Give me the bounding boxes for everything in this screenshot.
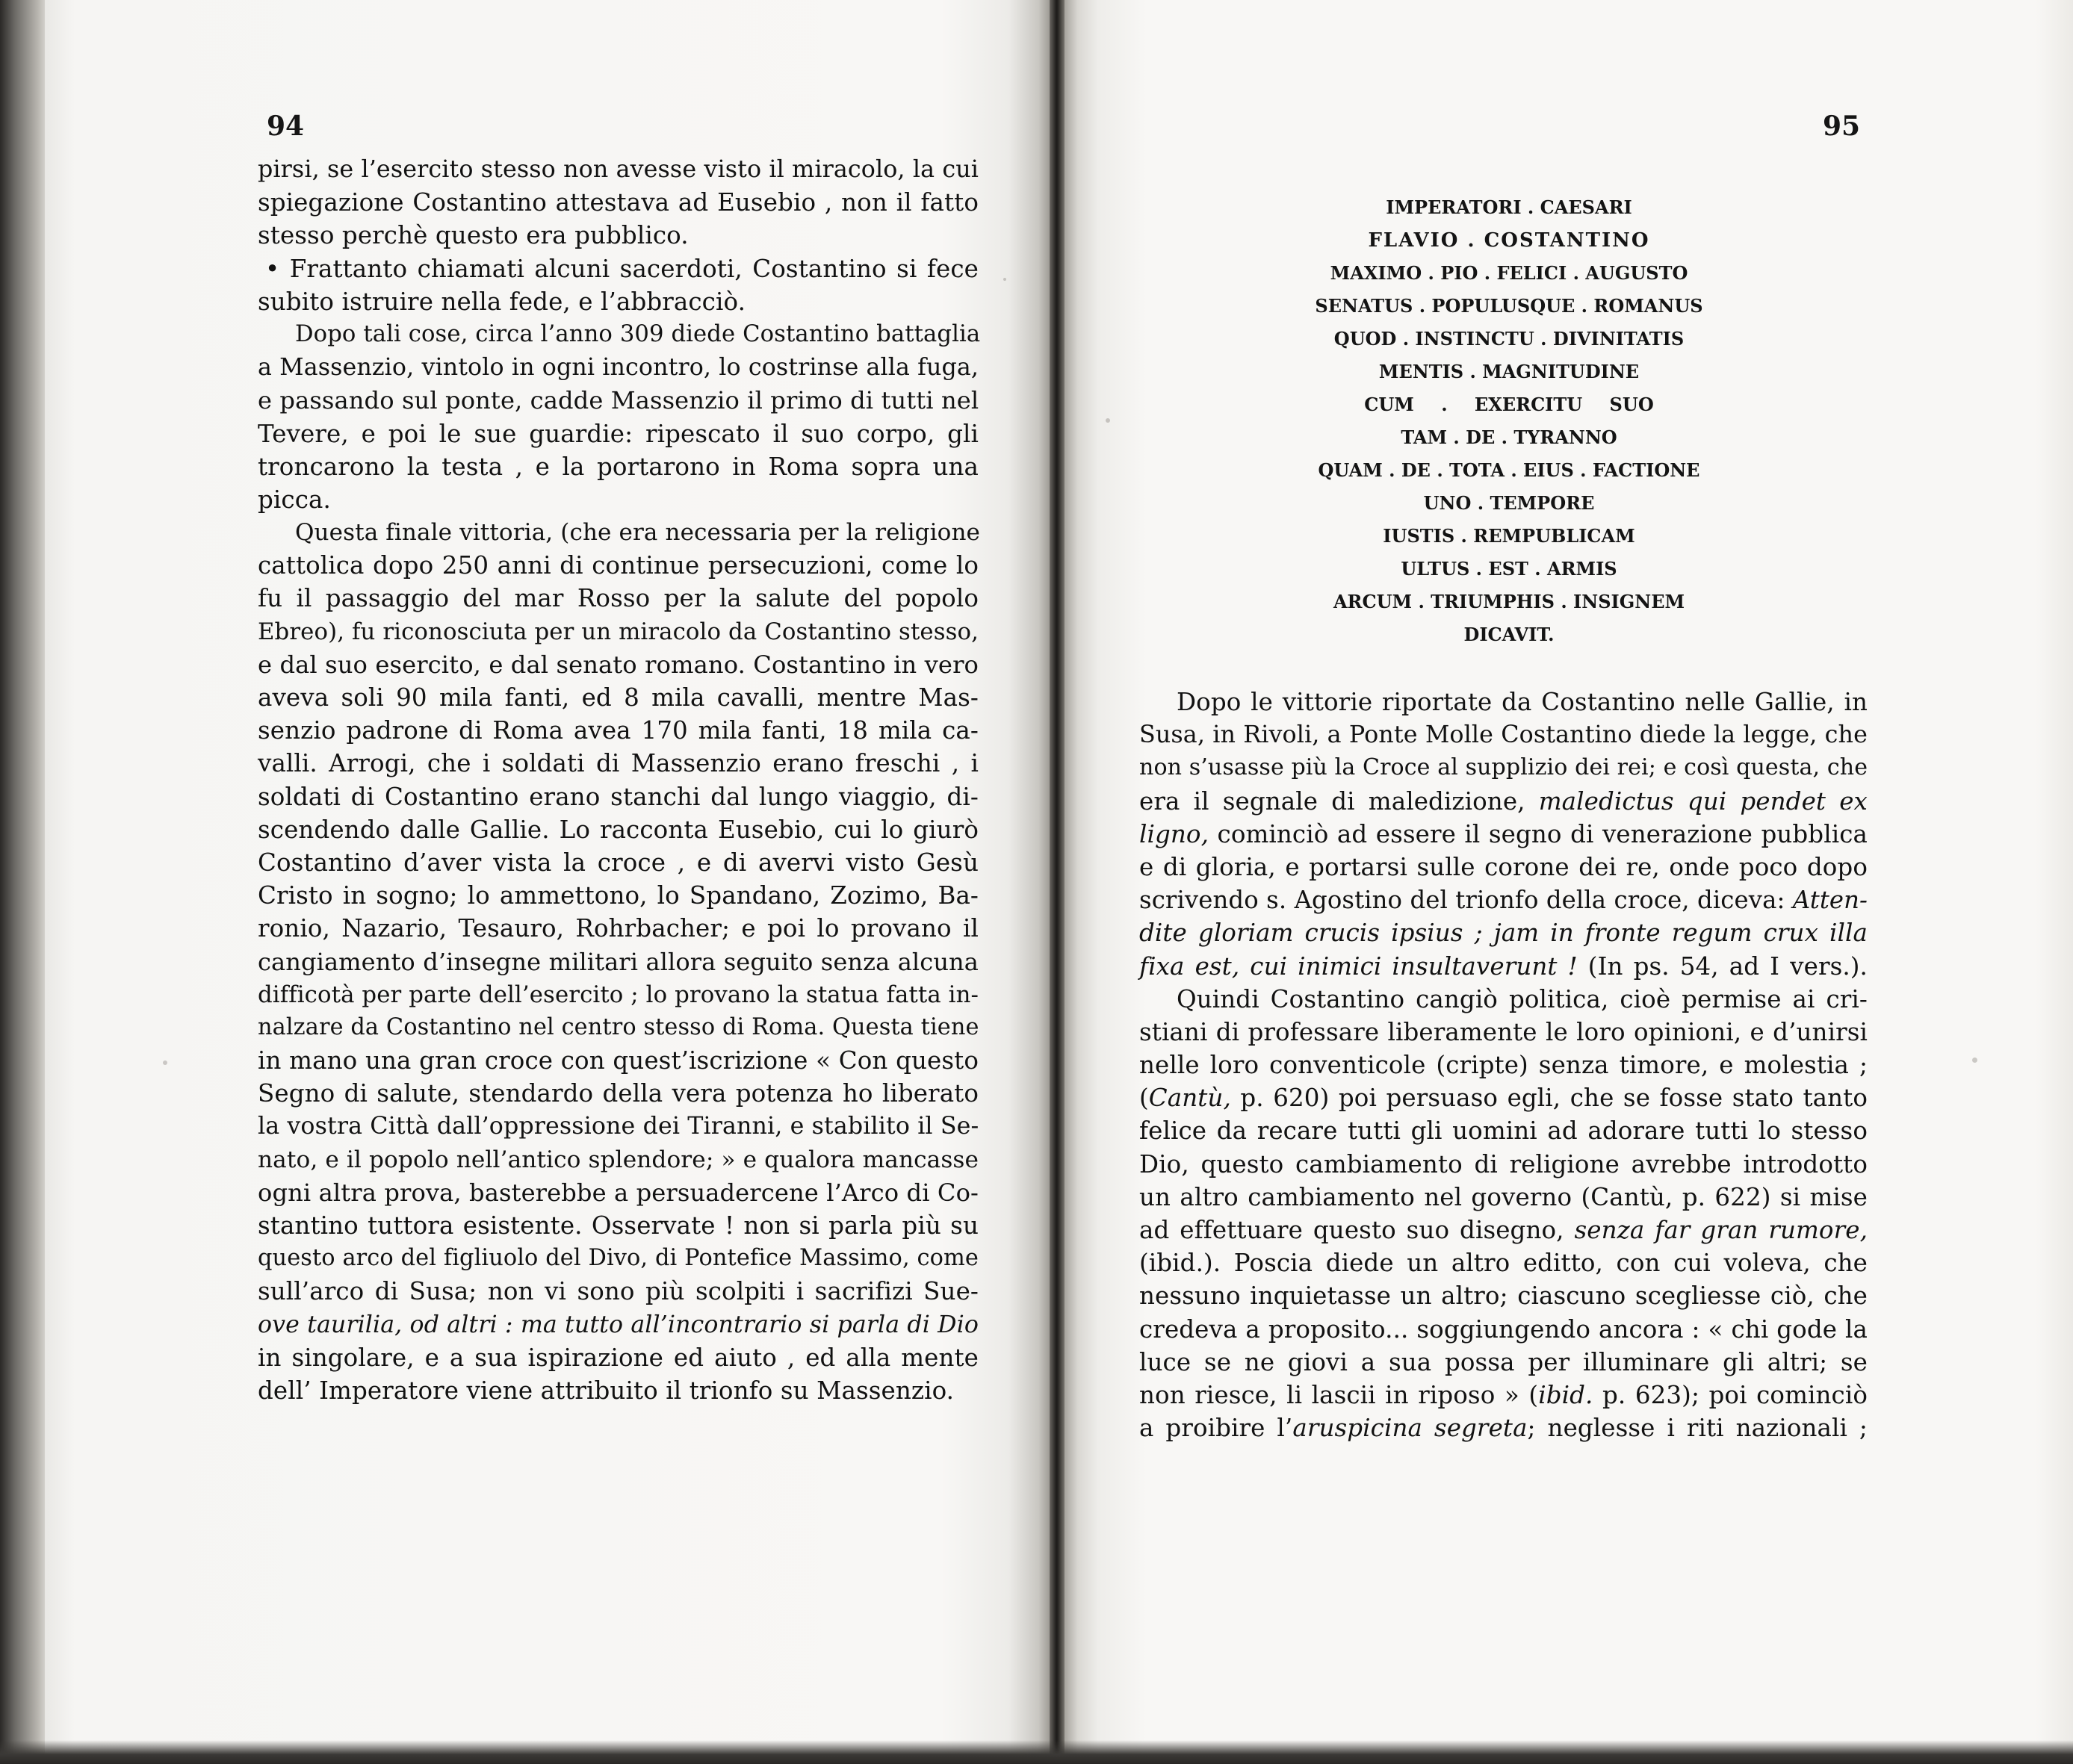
- text-run: p. 623); poi cominciò: [1602, 1380, 1868, 1409]
- inscription-line: QUOD . INSTINCTU . DIVINITATIS: [1333, 328, 1685, 350]
- text-line: [1139, 1379, 1868, 1411]
- page-number-left: 94: [267, 111, 305, 142]
- text-line: spiegazione Costantino attestava ad Eusebio , non il fatto: [258, 188, 979, 217]
- text-line: fu il passaggio del mar Rosso per la salute del popolo: [258, 584, 979, 613]
- text-line: Cristo in sogno; lo ammettono, lo Spandano, Zozimo, Ba-: [258, 881, 979, 910]
- text-line: (ibid.). Poscia diede un altro editto, con cui voleva, che: [1139, 1249, 1868, 1278]
- text-line: e passando sul ponte, cadde Massenzio il primo di tutti nel: [258, 386, 979, 415]
- inscription-line: UNO . TEMPORE: [1423, 492, 1595, 514]
- text-line: non s’usasse più la Croce al supplizio dei rei; e così questa, che: [1139, 754, 1868, 781]
- text-line: senzio padrone di Roma avea 170 mila fanti, 18 mila ca-: [258, 716, 979, 745]
- text-line: [1139, 950, 1868, 983]
- text-line: Dopo le vittorie riportate da Costantino nelle Gallie, in: [1177, 688, 1868, 716]
- citation: Cantù,: [1148, 1084, 1231, 1113]
- text-line: a Massenzio, vintolo in ogni incontro, lo costrinse alla fuga,: [258, 354, 979, 382]
- text-run: ad effettuare questo suo disegno,: [1139, 1216, 1564, 1244]
- text-line: stesso perchè questo era pubblico.: [258, 221, 689, 250]
- book-gutter: [1050, 0, 1065, 1764]
- inscription-line: CUM . EXERCITU SUO: [1364, 394, 1654, 415]
- text-line: ogni altra prova, basterebbe a persuadercene l’Arco di Co-: [258, 1178, 979, 1207]
- inscription-line: ARCUM . TRIUMPHIS . INSIGNEM: [1333, 591, 1685, 612]
- text-line: questo arco del figliuolo del Divo, di Pontefice Massimo, come: [258, 1245, 979, 1272]
- inscription-line: IUSTIS . REMPUBLICAM: [1383, 525, 1635, 547]
- text-line: sull’arco di Susa; non vi sono più scolpiti i sacrifizi Sue-: [258, 1277, 979, 1306]
- text-line: ove taurilia, od altri : ma tutto all’incontrario si parla di Dio: [258, 1311, 979, 1338]
- text-run: era il segnale di maledizione,: [1139, 786, 1525, 816]
- left-page-body: [258, 153, 979, 1407]
- text-run: (: [1139, 1084, 1149, 1113]
- text-run: (In ps. 54, ad I vers.).: [1587, 951, 1868, 981]
- text-line: pirsi, se l’esercito stesso non avesse visto il miracolo, la cui: [258, 156, 979, 183]
- inscription-line: QUAM . DE . TOTA . EIUS . FACTIONE: [1318, 459, 1700, 481]
- text-line: stantino tuttora esistente. Osservate ! non si parla più su: [258, 1211, 979, 1240]
- text-line: e di gloria, e portarsi sulle corone dei re, onde poco dopo: [1139, 852, 1868, 881]
- inscription-line: ULTUS . EST . ARMIS: [1401, 558, 1617, 580]
- text-line: nessuno inquietasse un altro; ciascuno scegliesse ciò, che: [1139, 1282, 1868, 1311]
- text-line: [1139, 1081, 1868, 1114]
- text-line: luce se ne giovi a sua possa per illuminare gli altri; se: [1139, 1347, 1868, 1376]
- text-line: cattolica dopo 250 anni di continue persecuzioni, come lo: [258, 551, 979, 580]
- text-line: dell’ Imperatore viene attribuito il trionfo su Massenzio.: [258, 1376, 955, 1405]
- text-line: nato, e il popolo nell’antico splendore; » e qualora mancasse: [258, 1146, 979, 1173]
- text-line: [1139, 785, 1868, 818]
- inscription-line: TAM . DE . TYRANNO: [1401, 426, 1617, 448]
- text-line: cangiamento d’insegne militari allora seguito senza alcuna: [258, 947, 979, 976]
- arch-inscription: [1225, 191, 1793, 651]
- text-line: Tevere, e poi le sue guardie: ripescato il suo corpo, gli: [258, 419, 979, 448]
- italic-phrase: aruspicina segreta: [1292, 1414, 1528, 1443]
- text-line: scendendo dalle Gallie. Lo racconta Eusebio, cui lo giurò: [258, 815, 979, 844]
- text-line: e dal suo esercito, e dal senato romano. Costantino in vero: [258, 650, 979, 679]
- text-run: non riesce, li lascii in riposo » (: [1139, 1380, 1539, 1409]
- right-page-body: [1139, 686, 1868, 1444]
- latin-quote: fixa est, cui inimici insultaverunt !: [1139, 951, 1578, 981]
- text-run: p. 620) poi persuaso egli, che se fosse stato tanto: [1240, 1084, 1868, 1113]
- page-bottom-edge: [0, 1740, 2073, 1764]
- text-line: Dopo tali cose, circa l’anno 309 diede Costantino battaglia: [295, 320, 981, 347]
- text-run: a proibire l’: [1139, 1414, 1293, 1443]
- text-line: felice da recare tutti gli uomini ad adorare tutti lo stesso: [1139, 1117, 1868, 1146]
- paper-spot: [1106, 418, 1110, 423]
- text-line: stiani di professare liberamente le loro opinioni, e d’unirsi: [1139, 1017, 1868, 1046]
- latin-quote: ligno,: [1139, 819, 1209, 848]
- inscription-line: IMPERATORI . CAESARI: [1386, 196, 1632, 218]
- text-line: valli. Arrogi, che i soldati di Massenzio erano freschi , i: [258, 749, 979, 778]
- text-line: [1139, 916, 1868, 949]
- text-line: [1139, 818, 1868, 851]
- text-line: in singolare, e a sua ispirazione ed aiuto , ed alla mente: [258, 1343, 979, 1372]
- text-line: Questa finale vittoria, (che era necessaria per la religione: [295, 519, 981, 547]
- text-line: Costantino d’aver vista la croce , e di avervi visto Gesù: [258, 848, 979, 877]
- text-line: [1139, 1411, 1868, 1444]
- inscription-line: FLAVIO . COSTANTINO: [1368, 229, 1650, 252]
- text-line: Segno di salute, stendardo della vera potenza ho liberato: [258, 1079, 979, 1108]
- text-line: Dio, questo cambiamento di religione avrebbe introdotto: [1139, 1149, 1868, 1178]
- latin-quote: dite gloriam crucis ipsius ; jam in fronte regum crux illa: [1139, 919, 1868, 948]
- text-line: troncarono la testa , e la portarono in Roma sopra una: [258, 452, 979, 481]
- text-line: aveva soli 90 mila fanti, ed 8 mila cavalli, mentre Mas-: [258, 683, 979, 712]
- text-line: la vostra Città dall’oppressione dei Tiranni, e stabilito il Se-: [258, 1113, 979, 1140]
- inscription-line: MENTIS . MAGNITUDINE: [1378, 361, 1640, 382]
- latin-quote: Atten-: [1792, 886, 1868, 915]
- text-line: subito istruire nella fede, e l’abbracciò.: [258, 287, 746, 316]
- italic-phrase: senza far gran rumore,: [1574, 1216, 1868, 1244]
- text-line: [1139, 883, 1868, 916]
- text-run: ; neglesse i riti nazionali ;: [1527, 1414, 1868, 1443]
- text-line: [1139, 1214, 1868, 1246]
- text-line: • Frattanto chiamati alcuni sacerdoti, Costantino si fece: [265, 254, 979, 283]
- text-line: Ebreo), fu riconosciuta per un miracolo da Costantino stesso,: [258, 618, 979, 645]
- text-line: nalzare da Costantino nel centro stesso di Roma. Questa tiene: [258, 1013, 979, 1040]
- inscription-line: SENATUS . POPULUSQUE . ROMANUS: [1315, 295, 1703, 317]
- inscription-line: DICAVIT.: [1463, 624, 1555, 645]
- text-run: cominciò ad essere il segno di venerazione pubblica: [1217, 819, 1868, 848]
- text-run: scrivendo s. Agostino del trionfo della croce, diceva:: [1139, 886, 1785, 915]
- text-line: un altro cambiamento nel governo (Cantù, p. 622) si mise: [1139, 1182, 1868, 1211]
- text-line: in mano una gran croce con quest’iscrizione « Con questo: [258, 1046, 979, 1075]
- text-line: picca.: [258, 485, 331, 514]
- text-line: Quindi Costantino cangiò politica, cioè permise ai cri-: [1177, 984, 1868, 1013]
- text-line: soldati di Costantino erano stanchi dal lungo viaggio, di-: [258, 782, 979, 811]
- text-line: ronio, Nazario, Tesauro, Rohrbacher; e poi lo provano il: [258, 914, 979, 943]
- page-number-right: 95: [1823, 111, 1861, 142]
- text-line: nelle loro conventicole (cripte) senza timore, e molestia ;: [1139, 1051, 1868, 1080]
- paper-spot: [1003, 278, 1006, 281]
- inscription-line: MAXIMO . PIO . FELICI . AUGUSTO: [1330, 262, 1688, 284]
- text-line: difficotà per parte dell’esercito ; lo provano la statua fatta in-: [258, 981, 979, 1008]
- citation: ibid.: [1538, 1380, 1593, 1409]
- text-line: Susa, in Rivoli, a Ponte Molle Costantino diede la legge, che: [1139, 721, 1868, 749]
- latin-quote: maledictus qui pendet ex: [1538, 786, 1868, 816]
- text-line: credeva a proposito... soggiungendo ancora : « chi gode la: [1139, 1314, 1868, 1344]
- paper-spot: [163, 1060, 167, 1065]
- paper-spot: [1972, 1058, 1977, 1063]
